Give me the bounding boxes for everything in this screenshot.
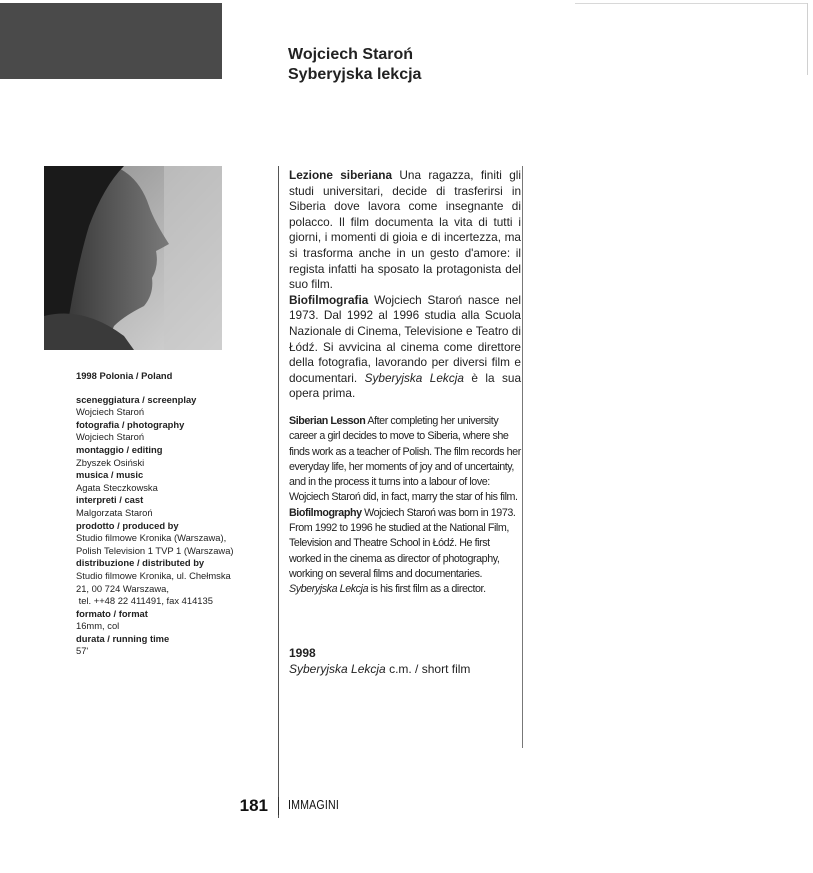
italian-biography <box>289 293 521 402</box>
filmography-entry <box>289 661 521 677</box>
credit-value: 21, 00 724 Warszawa, <box>76 582 169 594</box>
credit-format <box>76 608 276 633</box>
synopsis-body: After completing her university career a girl decides to move to Siberia, where she finds work as a teacher of Polish. The film records her everyday life, her moments of joy and of uncertainty, and in the process it turns into a labour of love: Wojciech Staroń did, in fact, marry the star of his film. <box>289 415 521 504</box>
credit-produced-by <box>76 520 276 558</box>
credit-value: Studio filmowe Kronika, ul. Chełmska <box>76 569 231 581</box>
credit-editing <box>76 444 276 469</box>
header-bar <box>0 3 222 79</box>
italian-synopsis <box>289 168 521 293</box>
credit-photography <box>76 419 276 444</box>
credit-cast <box>76 494 276 519</box>
italian-text <box>289 168 521 402</box>
page-title <box>288 45 421 85</box>
filmography-type: c.m. / short film <box>389 662 471 676</box>
column-rule-right <box>522 166 523 748</box>
credit-value: 16mm, col <box>76 620 120 632</box>
credit-value: Zbyszek Osiński <box>76 456 145 468</box>
credit-screenplay <box>76 394 276 419</box>
crop-line-top <box>575 3 808 4</box>
credit-label: montaggio / editing <box>76 443 163 455</box>
credit-label: fotografia / photography <box>76 418 185 430</box>
credits-block <box>76 370 276 658</box>
credit-value: Malgorzata Staroń <box>76 506 153 518</box>
filmography-film: Syberyjska Lekcja <box>289 662 386 676</box>
synopsis-body: Una ragazza, finiti gli studi universitari, decide di trasferirsi in Siberia dove lavora come insegnante di polacco. Il film documenta la vita di tutti i giorni, i momenti di gioia e di incertezza, ma si trasforma anche in un gesto d'amore: il regista infatti ha sposato la protagonista del suo film. <box>289 168 521 292</box>
english-biography <box>289 506 521 598</box>
bio-body-end: is his first film as a director. <box>370 583 486 596</box>
title-film: Syberyjska lekcja <box>288 66 422 83</box>
bio-body: Wojciech Staroń nasce nel 1973. Dal 1992 al 1996 studia alla Scuola Nazionale di Cinema, Televisione e Teatro di Łódź. Si avvicina al cinema come direttore della fotografia, lavorando per diversi film e documentari. <box>289 292 521 385</box>
bio-body: Wojciech Staroń was born in 1973. From 1992 to 1996 he studied at the National Film, Television and Theatre School in Łódź. He first worked in the cinema as director of photography, working on several films and documentaries. <box>289 506 516 580</box>
filmography <box>289 645 521 677</box>
english-synopsis <box>289 414 521 506</box>
bio-heading: Biofilmography <box>289 506 362 519</box>
credit-running-time <box>76 633 276 658</box>
crop-line-right <box>807 3 808 75</box>
synopsis-heading: Siberian Lesson <box>289 415 366 427</box>
credit-label: prodotto / produced by <box>76 519 179 531</box>
credit-value: Wojciech Staroń <box>76 406 145 418</box>
credit-distributed-by <box>76 557 276 607</box>
filmography-year: 1998 <box>289 646 316 660</box>
footer-divider <box>278 797 279 815</box>
credit-value: Studio filmowe Kronika (Warszawa), <box>76 532 227 544</box>
credit-label: interpreti / cast <box>76 494 144 506</box>
director-portrait <box>44 166 222 350</box>
credit-label: sceneggiatura / screenplay <box>76 393 197 405</box>
title-director: Wojciech Staroń <box>288 46 414 63</box>
synopsis-heading: Lezione siberiana <box>289 168 393 182</box>
bio-body-end: è la sua opera prima. <box>289 370 522 401</box>
credit-label: musica / music <box>76 469 144 481</box>
page-number: 181 <box>239 796 268 815</box>
country-year: 1998 Polonia / Poland <box>76 370 173 381</box>
section-name: IMMAGINI <box>288 798 339 812</box>
bio-film-title: Syberyjska Lekcja <box>364 370 464 385</box>
credit-value: tel. ++48 22 411491, fax 414135 <box>76 595 213 607</box>
bio-film-title: Syberyjska Lekcja <box>289 583 369 596</box>
credit-value: 57' <box>76 645 89 657</box>
credit-music <box>76 469 276 494</box>
credit-label: distribuzione / distributed by <box>76 557 205 569</box>
portrait-photo-icon <box>44 166 222 350</box>
credit-value: Agata Steczkowska <box>76 481 158 493</box>
english-text <box>289 414 521 598</box>
credit-value: Polish Television 1 TVP 1 (Warszawa) <box>76 544 234 556</box>
credit-label: durata / running time <box>76 632 170 644</box>
column-rule-left <box>278 166 279 818</box>
bio-heading: Biofilmografia <box>289 292 369 307</box>
credit-label: formato / format <box>76 607 148 619</box>
credit-value: Wojciech Staroń <box>76 431 145 443</box>
